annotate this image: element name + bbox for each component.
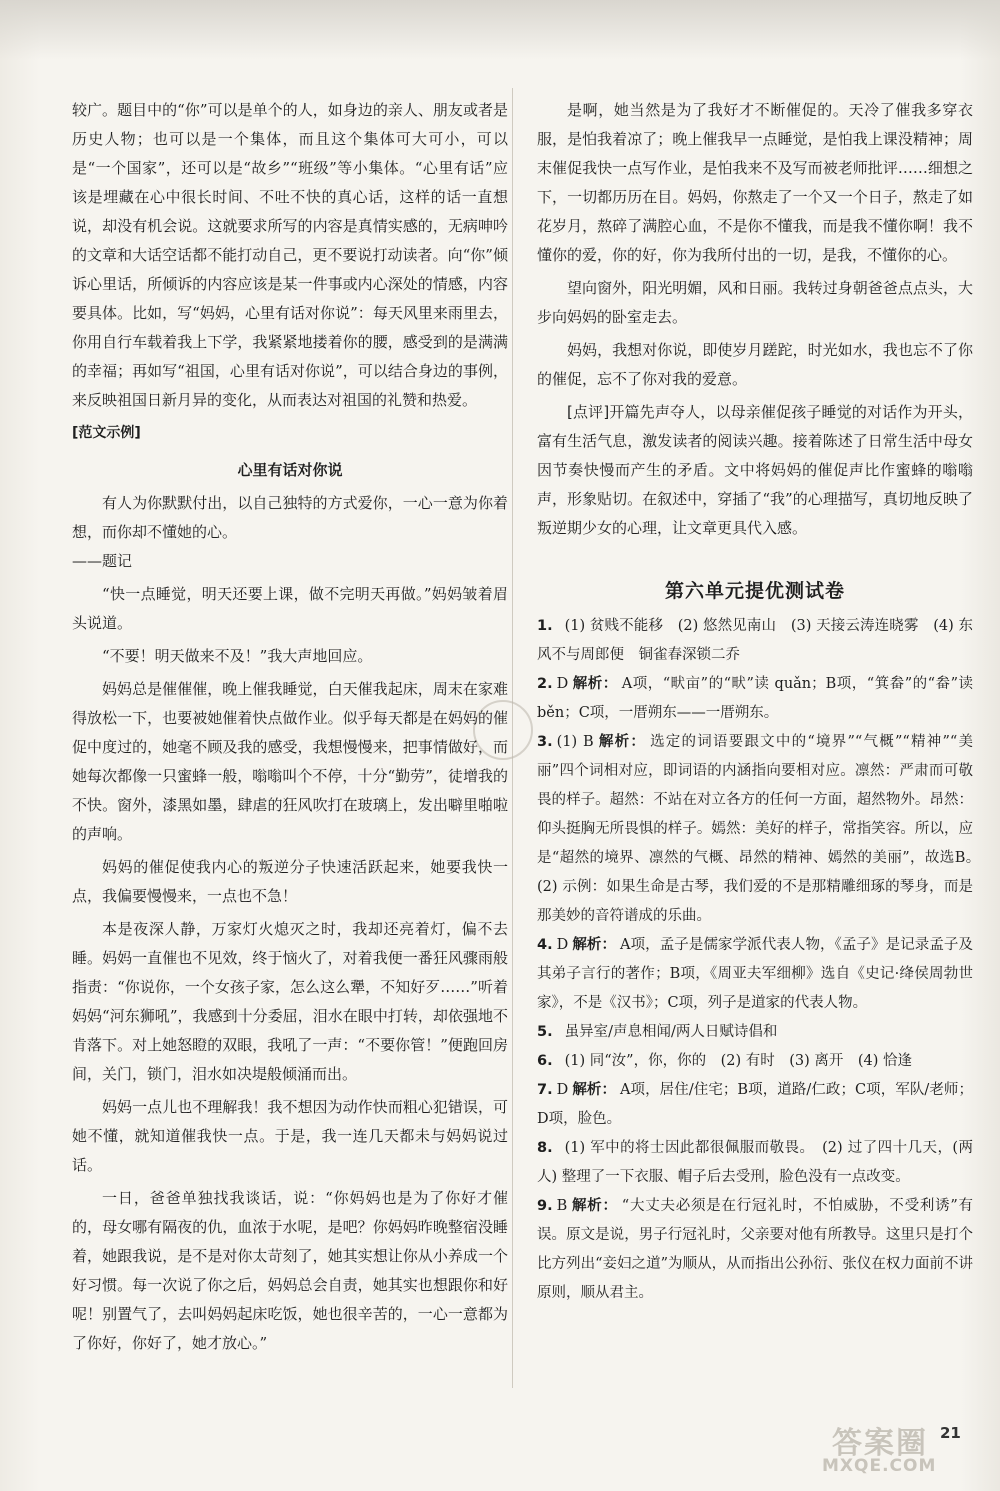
analysis-label: 解析： bbox=[571, 1198, 618, 1214]
watermark-logo: 答案圈 bbox=[832, 1426, 928, 1461]
analysis-label: 解析： bbox=[572, 937, 617, 953]
right-column bbox=[537, 96, 988, 1308]
answer-key: B bbox=[556, 1198, 568, 1214]
answer-text: (1) 贫贱不能移 (2) 悠然见南山 (3) 天接云涛连晓雾 (4) 东风不与周郎便 铜雀春深锁二乔 bbox=[537, 618, 973, 663]
answer-text: 选定的词语要跟文中的“境界”“气概”“精神”“美丽”四个词相对应，即词语的内涵指向要相对应。凛然：严肃而可敬畏的样子。超然：不站在对立各方的任何一方面，超然物外。昂然：仰头挺胸无所畏惧的样子。嫣然：美好的样子，常指笑容。所以，应是“超然的境界、凛然的气概、昂然的精神、嫣然的美丽”，故选B。 (2) 示例：如果生命是古琴，我们爱的不是那精雕细琢的琴身，而是那美妙的音符谱成的乐曲。 bbox=[537, 734, 988, 924]
answer-item bbox=[537, 1192, 973, 1308]
answer-key: D bbox=[556, 1082, 569, 1098]
epigraph-signature: ——题记 bbox=[72, 552, 133, 570]
example-tag: [范文示例] bbox=[72, 425, 141, 441]
essay-paragraph: 妈妈总是催催催，晚上催我睡觉，白天催我起床，周末在家难得放松一下，也要被她催着快点做作业。似乎每天都是在妈妈的催促中度过的，她毫不顾及我的感受，我想慢慢来，把事情做好，而她每次都像一只蜜蜂一般，嗡嗡叫个不停，十分“勤劳”，徒增我的不快。窗外，漆黑如墨，肆虐的狂风吹打在玻璃上，发出噼里啪啦的声响。 bbox=[72, 680, 508, 843]
watermark-url: MXQE.COM bbox=[822, 1456, 937, 1476]
answer-text: 虽异室/声息相闻/两人日赋诗倡和 bbox=[564, 1024, 778, 1040]
analysis-label: 解析： bbox=[572, 1082, 617, 1098]
essay-title: 心里有话对你说 bbox=[237, 461, 343, 479]
answer-text: A项，居住/住宅；B项，道路/仁政；C项，军队/老师；D项，脸色。 bbox=[537, 1082, 973, 1127]
answer-key: D bbox=[556, 937, 569, 953]
comment-text: 开篇先声夺人，以母亲催促孩子睡觉的对话作为开头，富有生活气息，激发读者的阅读兴趣。接着陈述了日常生活中母女因节奏快慢而产生的矛盾。文中将妈妈的催促声比作蜜蜂的嗡嗡声，形象贴切。在叙述中，穿插了“我”的心理描写，真切地反映了叛逆期少女的心理，让文章更具代入感。 bbox=[537, 403, 973, 537]
answer-text: A项，“畎亩”的“畎”读 quǎn；B项，“箕畚”的“畚”读 běn；C项，一厝朔东——一厝朔东。 bbox=[537, 676, 973, 721]
analysis-label: 解析： bbox=[597, 734, 647, 750]
answer-list bbox=[537, 612, 988, 1308]
answer-number: 8. bbox=[537, 1140, 553, 1156]
essay-paragraph: 本是夜深人静，万家灯火熄灭之时，我却还亮着灯，偏不去睡。妈妈一直催也不见效，终于恼火了，对着我便一番狂风骤雨般指责：“你说你，一个女孩子家，怎么这么犟，不知好歹……”听着妈妈“河东狮吼”，我感到十分委屈，泪水在眼中打转，却依强地不肯落下。对上她怒瞪的双眼，我吼了一声：“不要你管！”便跑回房间，关门，锁门，泪水如决堤般倾涌而出。 bbox=[72, 920, 508, 1083]
left-column bbox=[72, 96, 508, 1358]
answer-item bbox=[537, 612, 973, 670]
answer-number: 4. bbox=[537, 937, 553, 953]
answer-item bbox=[537, 1076, 973, 1134]
essay-paragraph: 是啊，她当然是为了我好才不断催促的。天冷了催我多穿衣服，是怕我着凉了；晚上催我早一点睡觉，是怕我上课没精神；周末催促我快一点写作业，是怕我来不及写而被老师批评……细想之下，一切都历历在目。妈妈，你熬走了一个又一个日子，熬走了如花岁月，熬碎了满腔心血，不是你不懂我，而是我不懂你啊！我不懂你的爱，你的好，你为我所付出的一切，是我，不懂你的心。 bbox=[537, 101, 973, 264]
answer-item bbox=[537, 1134, 973, 1192]
answer-item bbox=[537, 931, 973, 1018]
answer-number: 2. bbox=[537, 676, 553, 692]
answer-item bbox=[537, 1047, 973, 1076]
answer-number: 5. bbox=[537, 1024, 553, 1040]
answer-key: (1) B bbox=[556, 734, 594, 750]
page-number: 21 bbox=[940, 1424, 961, 1442]
answer-text: (1) 同“汝”，你，你的 (2) 有时 (3) 离开 (4) 恰逢 bbox=[564, 1053, 913, 1069]
answer-number: 6. bbox=[537, 1053, 553, 1069]
unit-test-title: 第六单元提优测试卷 bbox=[664, 580, 845, 602]
answer-item bbox=[537, 1018, 973, 1047]
answer-number: 1. bbox=[537, 618, 553, 634]
essay-paragraph: 望向窗外，阳光明媚，风和日丽。我转过身朝爸爸点点头，大步向妈妈的卧室走去。 bbox=[537, 279, 973, 326]
answer-text: “大丈夫必须是在行冠礼时，不怕威胁，不受利诱”有误。原文是说，男子行冠礼时，父亲要对他有所教导。这里只是打个比方列出“妾妇之道”为顺从，从而指出公孙衍、张仪在权力面前不讲原则，顺从君主。 bbox=[537, 1198, 974, 1301]
answer-number: 3. bbox=[537, 734, 553, 750]
analysis-label: 解析： bbox=[572, 676, 618, 692]
scan-shadow bbox=[0, 0, 1000, 60]
answer-text: A项，孟子是儒家学派代表人物，《孟子》是记录孟子及其弟子言行的著作；B项，《周亚夫军细柳》选自《史记·绛侯周勃世家》，不是《汉书》；C项，列子是道家的代表人物。 bbox=[537, 937, 973, 1011]
essay-paragraph: “快一点睡觉，明天还要上课，做不完明天再做。”妈妈皱着眉头说道。 bbox=[72, 585, 508, 632]
essay-paragraph: 妈妈一点儿也不理解我！我不想因为动作快而粗心犯错误，可她不懂，就知道催我快一点。于是，我一连几天都未与妈妈说过话。 bbox=[72, 1098, 508, 1174]
answer-item bbox=[537, 728, 988, 931]
answer-key: D bbox=[556, 676, 569, 692]
comment-paragraph bbox=[537, 398, 973, 543]
intro-paragraph: 较广。题目中的“你”可以是单个的人，如身边的亲人、朋友或者是历史人物；也可以是一个集体，而且这个集体可大可小，可以是“一个国家”，还可以是“故乡”“班级”等小集体。“心里有话”应该是埋藏在心中很长时间、不吐不快的真心话，这样的话一直想说，却没有机会说。这就要求所写的内容是真情实感的，无病呻吟的文章和大话空话都不能打动自己，更不要说打动读者。向“你”倾诉心里话，所倾诉的内容应该是某一件事或内心深处的情感，内容要具体。比如，写“妈妈，心里有话对你说”：每天风里来雨里去，你用自行车载着我上下学，我紧紧地搂着你的腰，感受到的是满满的幸福；再如写“祖国，心里有话对你说”，可以结合身边的事例，来反映祖国日新月异的变化，从而表达对祖国的礼赞和热爱。 bbox=[72, 101, 508, 409]
essay-paragraph: 妈妈，我想对你说，即使岁月蹉跎，时光如水，我也忘不了你的催促，忘不了你对我的爱意。 bbox=[537, 341, 973, 388]
essay-paragraph: 一日，爸爸单独找我谈话，说：“你妈妈也是为了你好才催的，母女哪有隔夜的仇，血浓于水呢，是吧？你妈妈昨晚整宿没睡着，她跟我说，是不是对你太苛刻了，她其实想让你从小养成一个好习惯。每一次说了你之后，妈妈总会自责，她其实也想跟你和好呢！别置气了，去叫妈妈起床吃饭，她也很辛苦的，一心一意都为了你好，你好了，她才放心。” bbox=[72, 1189, 508, 1352]
essay-paragraph: “不要！明天做来不及！”我大声地回应。 bbox=[102, 647, 373, 665]
epigraph: 有人为你默默付出，以自己独特的方式爱你，一心一意为你着想，而你却不懂她的心。 bbox=[72, 494, 508, 541]
answer-number: 9. bbox=[537, 1198, 553, 1214]
essay-paragraph: 妈妈的催促使我内心的叛逆分子快速活跃起来，她要我快一点，我偏要慢慢来，一点也不急！ bbox=[72, 858, 508, 905]
answer-text: (1) 军中的将士因此都很佩服而敬畏。 (2) 过了四十几天，(两人) 整理了一下衣服、帽子后去受刑，脸色没有一点改变。 bbox=[537, 1140, 973, 1185]
answer-number: 7. bbox=[537, 1082, 553, 1098]
comment-tag: [点评] bbox=[567, 403, 610, 421]
answer-item bbox=[537, 670, 973, 728]
